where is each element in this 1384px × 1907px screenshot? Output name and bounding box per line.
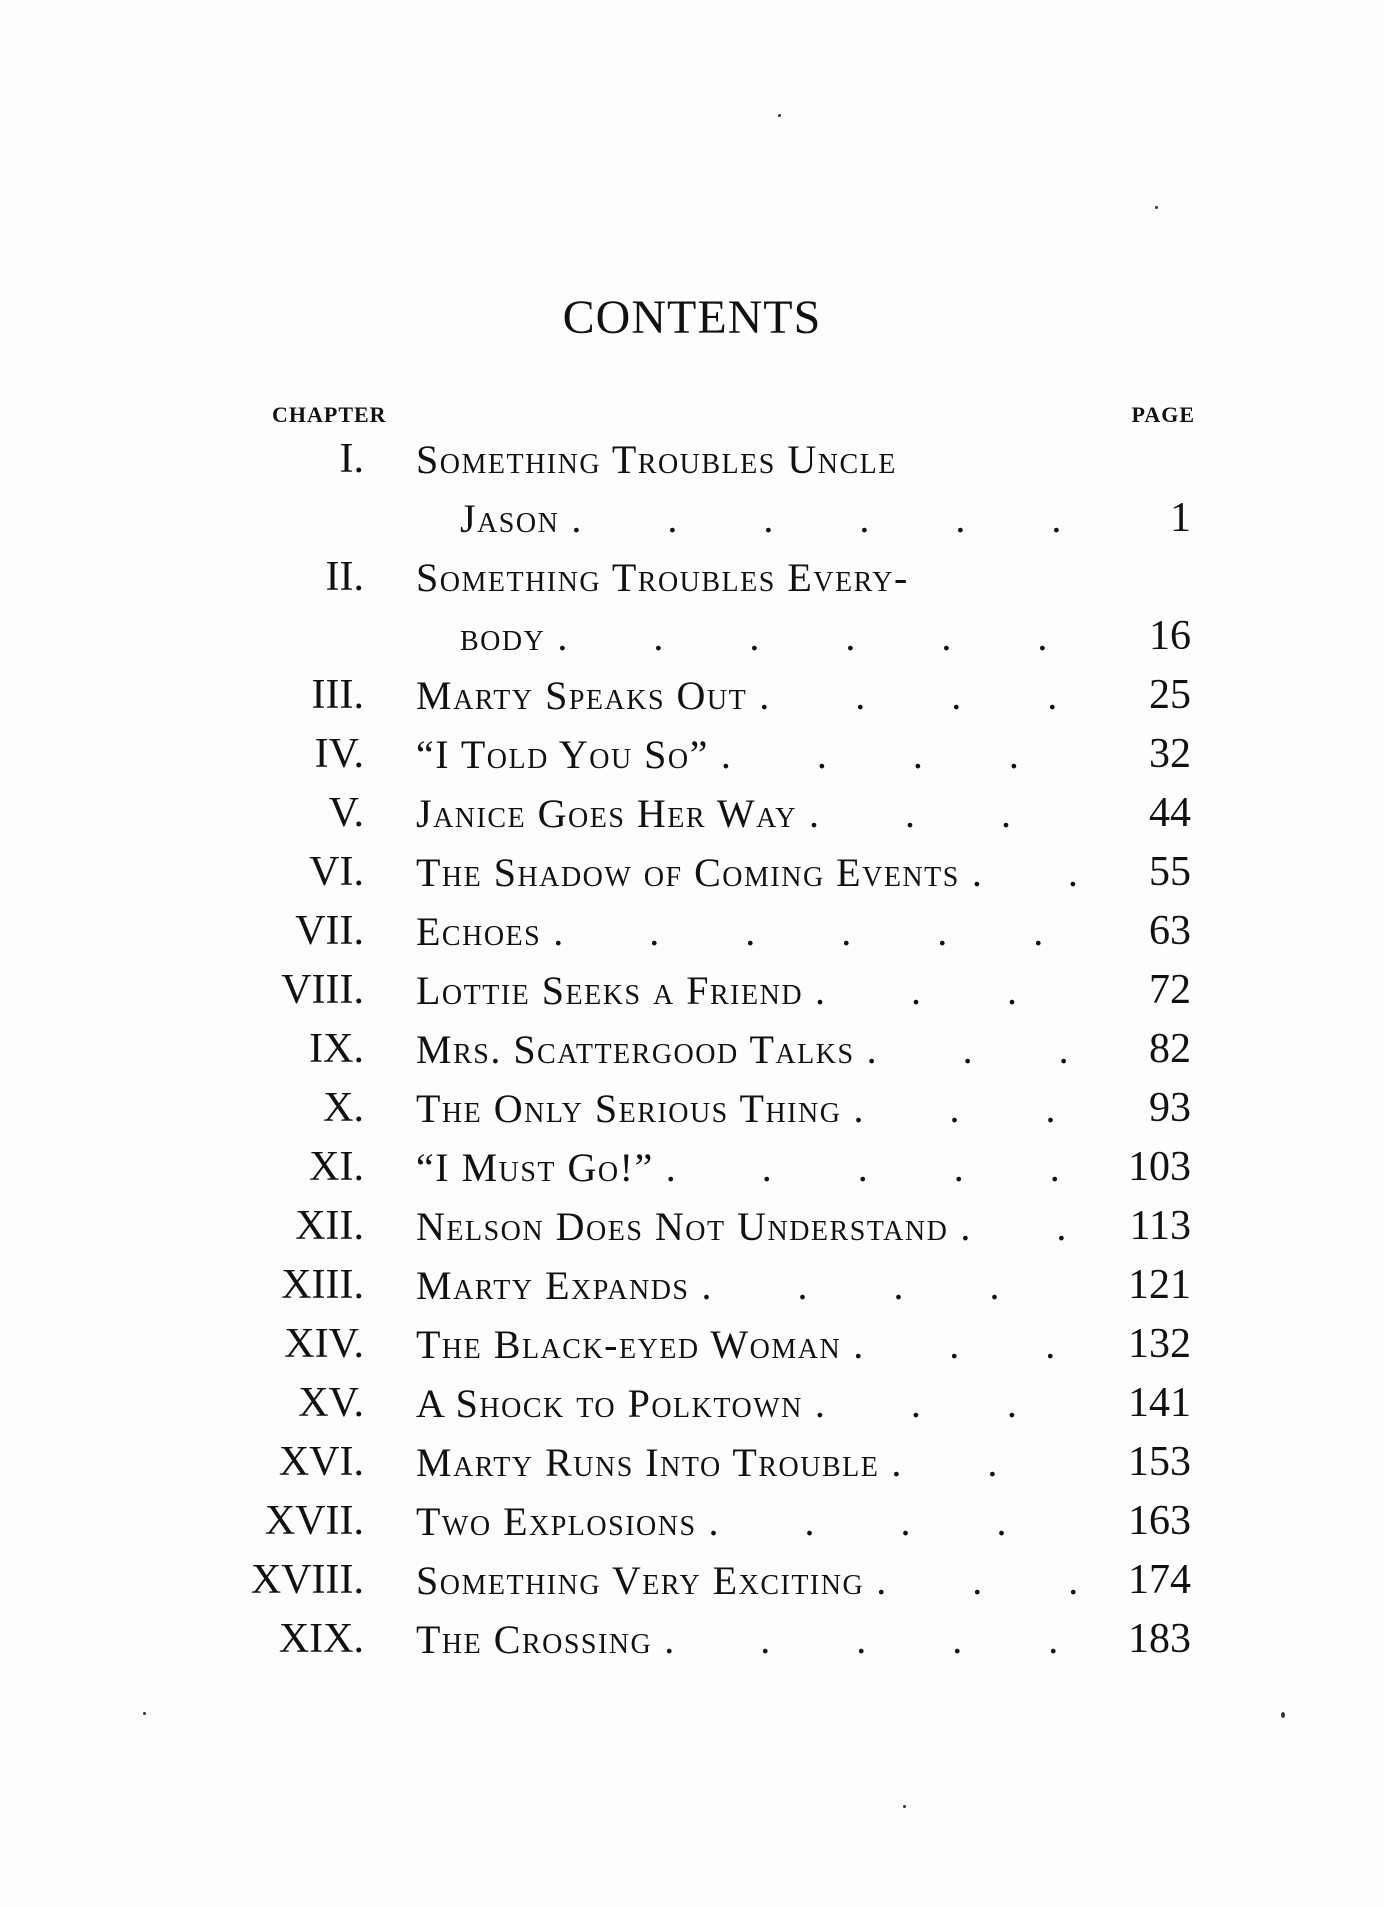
toc-entry-row [0,548,1384,607]
page-number: 32 [1149,731,1191,777]
toc-entry-row [0,1374,1384,1433]
chapter-title [416,1079,1076,1138]
chapter-title [416,548,1076,607]
chapter-title-text: Something Troubles Every- [416,555,909,600]
toc-entry-row [0,961,1384,1020]
leader-dots [654,1138,1076,1197]
page-number: 163 [1128,1498,1191,1544]
chapter-numeral: VII. [295,908,364,954]
leader-dots [690,1256,1077,1315]
leader-dots [797,784,1076,843]
page-number: 44 [1149,790,1191,836]
leader-dots [960,843,1076,902]
chapter-title-text: The Black-eyed Woman [416,1322,842,1367]
page-number: 63 [1149,908,1191,954]
page-number: 132 [1128,1321,1191,1367]
chapter-title-text: Janice Goes Her Way [416,791,797,836]
page-title: CONTENTS [562,291,822,344]
chapter-numeral: XII. [295,1203,364,1249]
leader-dots [747,666,1076,725]
page-number: 93 [1149,1085,1191,1131]
chapter-title-text: Something Very Exciting [416,1558,865,1603]
toc-entry-row [0,1315,1384,1374]
chapter-title [416,1315,1076,1374]
page-number: 82 [1149,1026,1191,1072]
chapter-numeral: XI. [309,1144,364,1190]
chapter-numeral: XIII. [281,1262,364,1308]
chapter-title-text: The Shadow of Coming Events [416,850,960,895]
page-number: 55 [1149,849,1191,895]
leader-dots [879,1433,1076,1492]
chapter-title-text: Mrs. Scattergood Talks [416,1027,855,1072]
leader-dots [697,1492,1076,1551]
chapter-title [416,1492,1076,1551]
leader-dots [559,489,1076,548]
toc-entry-row [0,1197,1384,1256]
chapter-numeral: V. [328,790,364,836]
chapter-title [416,666,1076,725]
toc-entry-row [0,1492,1384,1551]
chapter-title-text: The Crossing [416,1617,653,1662]
page-number: 1 [1170,495,1191,541]
chapter-title-text: Marty Speaks Out [416,673,748,718]
chapter-title [416,961,1076,1020]
chapter-title-text: A Shock to Polktown [416,1381,803,1426]
page-number: 121 [1128,1262,1191,1308]
toc-entry-row [0,784,1384,843]
chapter-title [460,607,1076,666]
page-number: 72 [1149,967,1191,1013]
chapter-numeral: XVII. [264,1498,364,1544]
chapter-numeral: IV. [314,731,364,777]
page-number: 153 [1128,1439,1191,1485]
leader-dots [948,1197,1076,1256]
paper-speck [1281,1712,1285,1718]
leader-dots [855,1020,1076,1079]
leader-dots [841,1079,1076,1138]
chapter-numeral: IX. [309,1026,364,1072]
toc-entry-row [0,430,1384,489]
chapter-title [416,843,1076,902]
chapter-title [460,489,1076,548]
toc-entry-row [0,902,1384,961]
table-of-contents [0,430,1384,1669]
paper-speck [778,114,781,117]
page-number: 174 [1128,1557,1191,1603]
chapter-numeral: VI. [309,849,364,895]
chapter-title [416,1256,1076,1315]
chapter-numeral: II. [325,554,364,600]
toc-entry-row [0,666,1384,725]
chapter-title-text: Echoes [416,909,542,954]
toc-entry-row [0,1079,1384,1138]
chapter-column-header: CHAPTER [272,402,387,427]
chapter-title-text: Two Explosions [416,1499,697,1544]
leader-dots [864,1551,1076,1610]
chapter-numeral: III. [311,672,364,718]
leader-dots [803,961,1076,1020]
chapter-numeral: VIII. [281,967,364,1013]
chapter-title [416,430,1076,489]
page-number: 183 [1128,1616,1191,1662]
chapter-title-text: Marty Runs Into Trouble [416,1440,880,1485]
chapter-title-text: Something Troubles Uncle [416,437,897,482]
chapter-title-text: Marty Expands [416,1263,690,1308]
chapter-title [416,784,1076,843]
toc-entry-row [0,1256,1384,1315]
toc-entry-row [0,1138,1384,1197]
chapter-title-text: “I Told You So” [416,732,709,777]
toc-entry-row [0,1610,1384,1669]
chapter-numeral: XV. [298,1380,364,1426]
toc-entry-row [0,1020,1384,1079]
toc-entry-row [0,843,1384,902]
chapter-title [416,725,1076,784]
leader-dots [652,1610,1076,1669]
leader-dots [541,902,1076,961]
chapter-title-text: The Only Serious Thing [416,1086,842,1131]
chapter-title [416,902,1076,961]
leader-dots [803,1374,1076,1433]
chapter-title-text: Jason [460,496,560,541]
page-number: 103 [1128,1144,1191,1190]
page-number: 25 [1149,672,1191,718]
toc-entry-row [0,489,1384,548]
paper-speck [903,1805,906,1808]
chapter-title [416,1138,1076,1197]
toc-entry-row [0,1551,1384,1610]
toc-entry-row [0,725,1384,784]
chapter-title [416,1610,1076,1669]
paper-speck [143,1712,146,1715]
chapter-title-text: “I Must Go!” [416,1145,654,1190]
paper-speck [1155,206,1158,209]
chapter-title-text: body [460,614,546,659]
chapter-title [416,1374,1076,1433]
chapter-numeral: XIX. [278,1616,364,1662]
leader-dots [841,1315,1076,1374]
chapter-title [416,1197,1076,1256]
page-column-header: PAGE [1131,402,1195,427]
page-number: 16 [1149,613,1191,659]
chapter-title-text: Lottie Seeks a Friend [416,968,804,1013]
chapter-title [416,1433,1076,1492]
toc-entry-row [0,607,1384,666]
chapter-title [416,1551,1076,1610]
chapter-numeral: XVI. [278,1439,364,1485]
page-number: 113 [1129,1203,1191,1249]
chapter-numeral: X. [323,1085,364,1131]
chapter-title-text: Nelson Does Not Understand [416,1204,949,1249]
chapter-title [416,1020,1076,1079]
toc-entry-row [0,1433,1384,1492]
leader-dots [709,725,1076,784]
chapter-numeral: I. [339,436,364,482]
chapter-numeral: XIV. [284,1321,364,1367]
page-number: 141 [1128,1380,1191,1426]
leader-dots [545,607,1076,666]
chapter-numeral: XVIII. [250,1557,364,1603]
